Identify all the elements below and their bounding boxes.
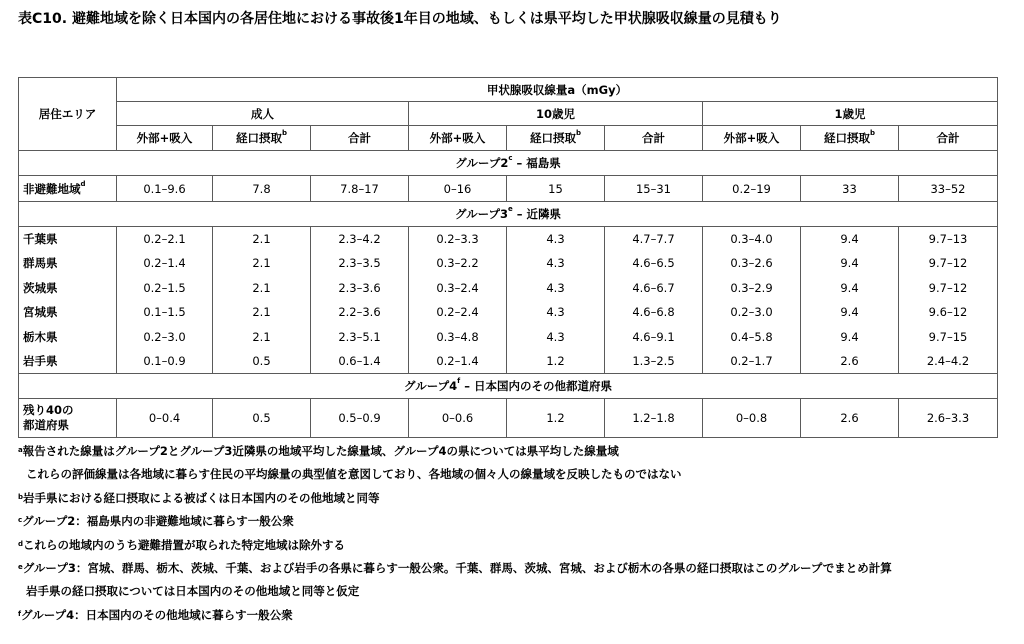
sub-header-label: 経口摂取 [529,131,576,145]
footnote [18,538,1018,561]
sub-column-header [213,126,311,151]
group-suffix: – 福島県 [512,156,561,170]
dose-value-cell: 2.3–4.2 [311,227,409,252]
dose-value-cell: 9.4 [801,251,899,276]
dose-value-cell: 0.3–2.6 [703,251,801,276]
dose-value-cell: 33–52 [899,176,998,202]
footnote [18,608,1018,631]
footnote-text: 岩手県における経口摂取による被ばくは日本国内のその他地域と同等 [23,490,380,505]
dose-value-cell: 9.7–12 [899,276,998,301]
footnote-text: これらの評価線量は各地域に暮らす住民の平均線量の典型値を意図しており、各地域の個々人の線量域を反映したものではない [26,467,682,482]
sub-header-label: 経口摂取 [235,131,282,145]
dose-value-cell: 0.1–0.9 [117,349,213,374]
group-header-row [19,202,998,227]
group-header-row [19,374,998,399]
sub-header-label: 外部+吸入 [136,131,193,145]
group-header [19,151,998,176]
dose-value-cell: 2.1 [213,276,311,301]
age-group-header-row [19,102,998,126]
dose-value-cell: 0.6–1.4 [311,349,409,374]
dose-value-cell: 2.1 [213,325,311,350]
dose-value-cell: 0–0.8 [703,399,801,438]
footnote-marker: d [18,539,24,548]
area-name: 茨城県 [23,280,58,295]
dose-value-cell: 2.6–3.3 [899,399,998,438]
table-row [19,349,998,374]
dose-value-cell: 0–0.6 [409,399,507,438]
footnote-marker: e [18,562,23,571]
dose-value-cell: 2.4–4.2 [899,349,998,374]
dose-value-cell: 0.3–2.9 [703,276,801,301]
dose-value-cell: 4.3 [507,300,605,325]
area-label [19,325,117,350]
sub-header-label: 合計 [936,131,960,145]
dose-value-cell: 0.4–5.8 [703,325,801,350]
group-suffix: – 近隣県 [512,207,562,221]
area-name: 岩手県 [23,354,58,368]
sub-header-label: 合計 [348,131,371,145]
table-row [19,251,998,276]
dose-value-cell: 0.1–9.6 [117,176,213,202]
age-group-header: 1歳児 [703,102,998,126]
footnote-marker: c [508,154,513,162]
sub-header-row [19,126,998,151]
dose-value-cell: 7.8–17 [311,176,409,202]
dose-value-cell: 15–31 [605,176,703,202]
footnote-text: これらの地域内のうち避難措置が取られた特定地域は除外する [23,537,346,552]
area-name: 非避難地域 [23,181,81,196]
dose-value-cell: 9.7–15 [899,325,998,350]
area-name: 栃木県 [23,329,58,344]
table-body [19,78,998,438]
dose-value-cell: 2.1 [213,227,311,252]
footnote-marker: b [18,492,24,501]
area-label [19,251,117,276]
dose-value-cell: 0.2–3.3 [409,227,507,252]
sub-column-header [117,126,213,151]
footnote-marker: f [18,609,22,618]
footnote-marker: e [508,205,513,213]
footnote-text: 岩手県の経口摂取については日本国内のその他地域と同等と仮定 [26,584,360,599]
dose-value-cell: 2.6 [801,349,899,374]
area-name: 宮城県 [23,305,58,320]
dose-value-cell: 2.3–3.6 [311,276,409,301]
dose-value-cell: 9.7–13 [899,227,998,252]
dose-value-cell: 4.7–7.7 [605,227,703,252]
dose-column-header: 甲状腺吸収線量a（mGy） [117,78,998,102]
area-label [19,300,117,325]
dose-value-cell: 9.4 [801,227,899,252]
dose-value-cell: 2.2–3.6 [311,300,409,325]
dose-value-cell: 9.7–12 [899,251,998,276]
footnote [18,444,1018,467]
dose-value-cell: 1.3–2.5 [605,349,703,374]
dose-value-cell: 2.1 [213,300,311,325]
sub-column-header [801,126,899,151]
sub-column-header [605,126,703,151]
dose-value-cell: 1.2 [507,349,605,374]
footnote-marker: d [80,179,86,188]
dose-value-cell: 0.5 [213,349,311,374]
table-row [19,227,998,252]
area-name: 群馬県 [23,256,58,271]
dose-value-cell: 0.1–1.5 [117,300,213,325]
dose-value-cell: 0.3–2.2 [409,251,507,276]
area-label [19,227,117,252]
sub-column-header [409,126,507,151]
area-label [19,276,117,301]
table-row [19,325,998,350]
dose-value-cell: 4.3 [507,251,605,276]
footnote-text: グループ3：宮城、群馬、栃木、茨城、千葉、および岩手の各県に暮らす一般公衆。千葉、群馬、茨城、宮城、および栃木の各県の経口摂取はこのグループでまとめ計算 [22,560,892,575]
dose-value-cell: 2.3–3.5 [311,251,409,276]
age-group-header: 成人 [117,102,409,126]
dose-value-cell: 4.6–6.5 [605,251,703,276]
footnote [18,561,1018,584]
dose-value-cell: 0.2–3.0 [703,300,801,325]
area-name: 残り40の [23,403,74,417]
dose-value-cell: 0–16 [409,176,507,202]
area-name-line2: 都道府県 [23,418,69,432]
footnote-text: 報告された線量はグループ2とグループ3近隣県の地域平均した線量域、グループ4の県については県平均した線量域 [22,444,619,458]
dose-value-cell: 7.8 [213,176,311,202]
area-name: 千葉県 [23,232,58,246]
footnote-marker: c [18,516,23,525]
dose-value-cell: 4.6–6.7 [605,276,703,301]
group-label: グループ3 [454,207,509,221]
dose-value-cell: 1.2 [507,399,605,438]
area-column-header: 居住エリア [19,78,117,151]
age-group-header: 10歳児 [409,102,703,126]
table-row [19,276,998,301]
footnote-marker: b [575,129,581,137]
dose-value-cell: 9.4 [801,276,899,301]
footnote [18,584,1018,607]
dose-value-cell: 1.2–1.8 [605,399,703,438]
sub-column-header [311,126,409,151]
page-title: 表C10. 避難地域を除く日本国内の各居住地における事故後1年目の地域、もしくは県平均した甲状腺吸収線量の見積もり [18,11,782,27]
dose-value-cell: 4.3 [507,325,605,350]
footnote [18,467,1018,490]
dose-value-cell: 0.5–0.9 [311,399,409,438]
dose-value-cell: 0.2–3.0 [117,325,213,350]
table-row [19,399,998,438]
sub-header-label: 経口摂取 [823,131,870,145]
group-header-row [19,151,998,176]
footnote [18,491,1018,514]
dose-value-cell: 0.3–4.8 [409,325,507,350]
dose-value-cell: 0.2–1.4 [117,251,213,276]
dose-value-cell: 2.6 [801,399,899,438]
sub-header-label: 外部+吸入 [429,131,486,145]
dose-value-cell: 33 [801,176,899,202]
dose-value-cell: 0.2–1.7 [703,349,801,374]
dose-value-cell: 0.2–2.4 [409,300,507,325]
sub-column-header [507,126,605,151]
dose-value-cell: 4.3 [507,227,605,252]
dose-value-cell: 15 [507,176,605,202]
dose-value-cell: 0.2–1.5 [117,276,213,301]
table-row [19,300,998,325]
dose-value-cell: 0.2–19 [703,176,801,202]
group-suffix: – 日本国内のその他都道府県 [460,379,612,393]
dose-value-cell: 9.6–12 [899,300,998,325]
area-label [19,399,117,438]
dose-value-cell: 0.5 [213,399,311,438]
group-label: グループ2 [455,156,509,170]
dose-value-cell: 4.3 [507,276,605,301]
dose-value-cell: 9.4 [801,325,899,350]
dose-value-cell: 4.6–6.8 [605,300,703,325]
footnote-marker: b [869,129,875,137]
area-label [19,176,117,202]
dose-value-cell: 0.2–1.4 [409,349,507,374]
dose-value-cell: 0–0.4 [117,399,213,438]
sub-column-header [703,126,801,151]
footnote-text: グループ4：日本国内のその他地域に暮らす一般公衆 [21,607,293,622]
sub-column-header [899,126,998,151]
dose-value-cell: 0.3–4.0 [703,227,801,252]
dose-value-cell: 4.6–9.1 [605,325,703,350]
dose-value-cell: 9.4 [801,300,899,325]
dose-value-cell: 0.2–2.1 [117,227,213,252]
dose-value-cell: 2.1 [213,251,311,276]
group-label: グループ4 [404,379,458,393]
dose-value-cell: 2.3–5.1 [311,325,409,350]
footnote-marker: b [281,129,287,137]
footnote-marker: f [457,377,461,385]
dose-value-cell: 0.3–2.4 [409,276,507,301]
table-row [19,176,998,202]
area-label [19,349,117,374]
footnotes [18,444,1018,631]
footnote-text: グループ2：福島県内の非避難地域に暮らす一般公衆 [22,514,294,529]
sub-header-label: 外部+吸入 [723,131,780,145]
thyroid-dose-table [18,77,998,438]
footnote-marker: a [18,446,23,454]
group-header [19,374,998,399]
sub-header-label: 合計 [642,131,665,145]
footnote [18,514,1018,537]
group-header [19,202,998,227]
